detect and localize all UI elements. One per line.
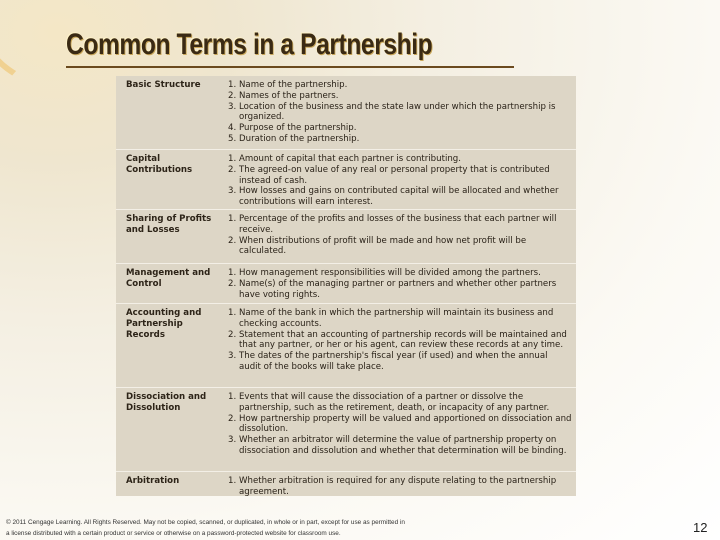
row-items xyxy=(228,308,572,373)
copyright-footer xyxy=(6,518,566,539)
row-items xyxy=(228,268,572,300)
row-items xyxy=(228,476,572,498)
list-item: 1. Name of the partnership. xyxy=(228,80,348,90)
slide-title: Common Terms in a Partnership xyxy=(66,28,433,61)
list-item: 3. Whether an arbitrator will determine the value of partnership property on dissociation and dissolution and whether that determination will be binding. xyxy=(228,435,567,456)
list-item: 1. How management responsibilities will be divided among the partners. xyxy=(228,268,541,278)
row-label: Arbitration xyxy=(126,476,180,486)
list-item: 3. The dates of the partnership's fiscal year (if used) and when the annual audit of the books will take place. xyxy=(228,351,548,372)
list-item: 1. Events that will cause the dissociation of a partner or dissolve the partnership, such as the retirement, death, or incapacity of any partner. xyxy=(228,392,550,413)
row-label: Basic Structure xyxy=(126,80,201,90)
list-item: 2. Name(s) of the managing partner or partners and whether other partners have voting rights. xyxy=(228,278,557,300)
list-item: 5. Duration of the partnership. xyxy=(228,133,360,144)
table-row-accounting-records xyxy=(116,303,576,388)
list-item: 2. The agreed-on value of any real or personal property that is contributed instead of cash. xyxy=(228,164,550,186)
row-label: Dissociation and Dissolution xyxy=(126,392,207,413)
row-items xyxy=(228,154,572,208)
list-item: 4. Purpose of the partnership. xyxy=(228,123,357,134)
copyright-line-1: © 2011 Cengage Learning. All Rights Reserved. May not be copied, scanned, or duplicated, in whole or in part, except for use as permitted in xyxy=(6,519,405,526)
list-item: 2. Statement that an accounting of partnership records will be maintained and that any partner, or her or his agent, can review these records at any time. xyxy=(228,329,567,351)
table-row-basic-structure xyxy=(116,76,576,149)
row-label: Sharing of Profits and Losses xyxy=(126,214,212,235)
table-row-capital-contributions xyxy=(116,149,576,210)
row-items xyxy=(228,214,572,257)
row-label: Capital Contributions xyxy=(126,154,193,175)
row-items xyxy=(228,392,572,457)
list-item: 3. Location of the business and the state law under which the partnership is organized. xyxy=(228,101,556,123)
list-item: 3. How losses and gains on contributed capital will be allocated and whether contributions will earn interest. xyxy=(228,186,559,208)
list-item: 2. How partnership property will be valued and apportioned on dissociation and dissolution. xyxy=(228,413,572,435)
list-item: 2. When distributions of profit will be made and how net profit will be calculated. xyxy=(228,235,527,257)
table-row-sharing-profits-losses xyxy=(116,209,576,264)
list-item: 2. Names of the partners. xyxy=(228,90,339,101)
row-items xyxy=(228,80,572,145)
list-item: 1. Percentage of the profits and losses of the business that each partner will receive. xyxy=(228,214,557,235)
page-number: 12 xyxy=(693,520,708,535)
table-row-management-control xyxy=(116,263,576,304)
copyright-line-2: a license distributed with a certain product or service or otherwise on a password-protected website for classroom use. xyxy=(6,529,341,537)
partnership-terms-table xyxy=(116,76,576,496)
list-item: 1. Whether arbitration is required for any dispute relating to the partnership agreement. xyxy=(228,476,557,497)
row-label: Accounting and Partnership Records xyxy=(126,308,202,340)
table-row-dissociation-dissolution xyxy=(116,387,576,472)
list-item: 1. Amount of capital that each partner is contributing. xyxy=(228,154,461,164)
table-row-arbitration xyxy=(116,471,576,497)
row-label: Management and Control xyxy=(126,268,211,289)
title-underline xyxy=(66,66,514,68)
list-item: 1. Name of the bank in which the partnership will maintain its business and checking accounts. xyxy=(228,308,554,329)
